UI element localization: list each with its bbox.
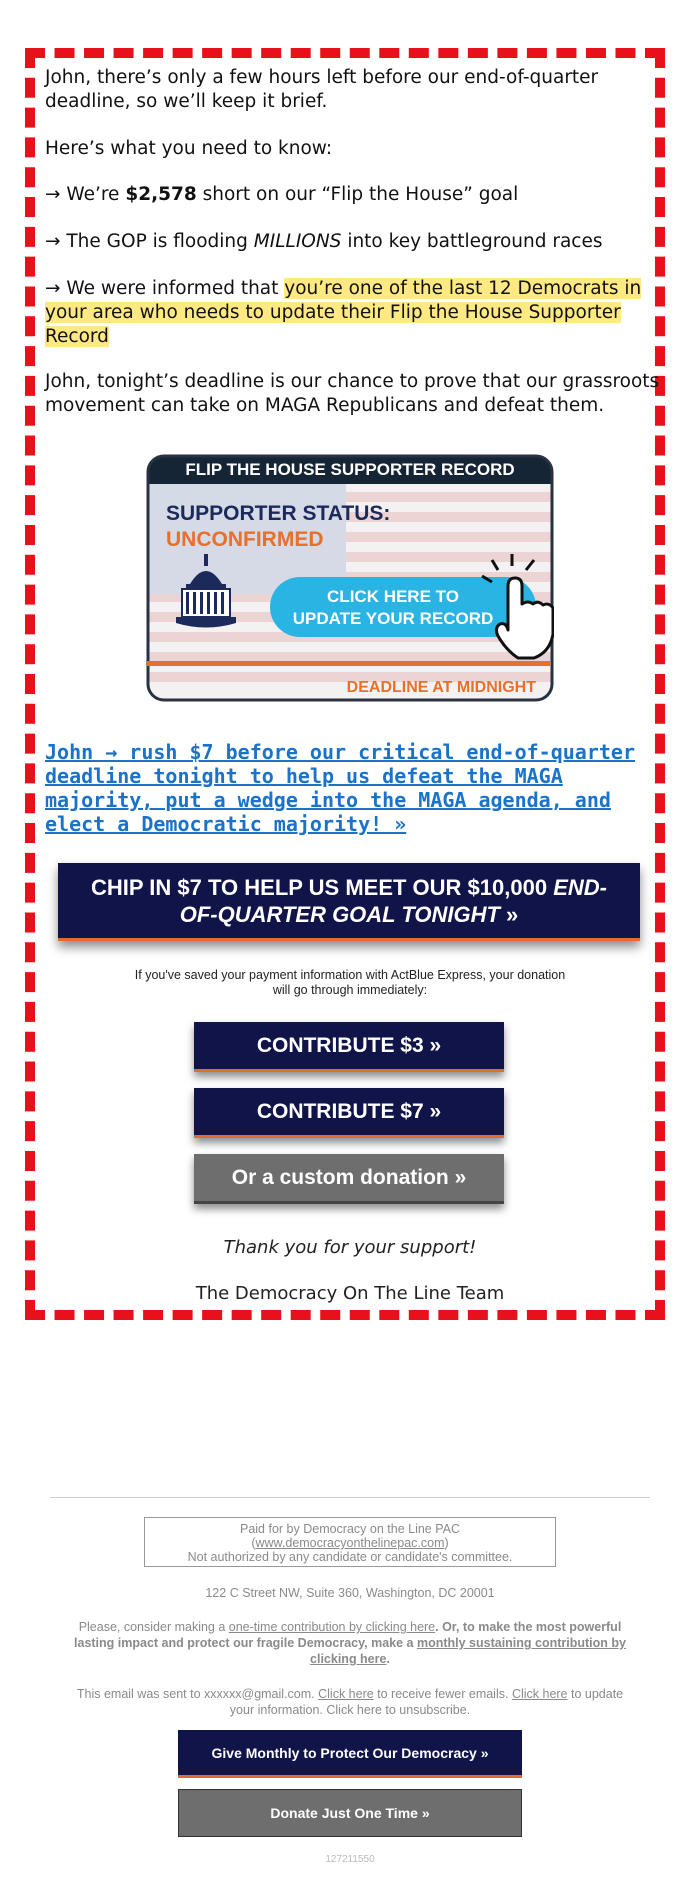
pac-website-link[interactable]: www.democracyonthelinepac.com (255, 1536, 445, 1550)
goal-emphasis: END-OF-QUARTER GOAL TONIGHT (179, 874, 607, 927)
intro-paragraph: John, there’s only a few hours left before our end-of-quarter deadline, so we’ll keep it brief. (45, 67, 599, 112)
bullet-text: → The GOP is flooding (45, 231, 254, 252)
mailing-address: 122 C Street NW, Suite 360, Washington, DC 20001 (205, 1586, 495, 1600)
supporter-record-banner[interactable] (146, 454, 554, 702)
consider-bold-text: . Or, to make the most powerful lasting impact and protect our fragile Democracy, make a (74, 1620, 622, 1650)
consider-text: Please, consider making a (78, 1620, 229, 1634)
donate-one-time-button[interactable]: Donate Just One Time » (178, 1789, 522, 1837)
cta-line-2: UPDATE YOUR RECORD (292, 609, 494, 628)
chip-in-arrow: » (499, 901, 519, 927)
paid-line-2: (www.democracyonthelinepac.com) (251, 1536, 449, 1550)
chip-in-label (78, 874, 620, 928)
paid-line-1: Paid for by Democracy on the Line PAC (239, 1522, 460, 1536)
need-to-know-line: Here’s what you need to know: (45, 138, 333, 159)
millions-emphasis: MILLIONS (253, 231, 342, 252)
consider-end: . (386, 1652, 390, 1666)
sent-text: to update your information. Click here to unsubscribe. (229, 1687, 624, 1717)
bullet-informed (45, 277, 660, 349)
team-signature: The Democracy On The Line Team (195, 1283, 505, 1304)
bullet-short-goal (45, 183, 660, 207)
chip-in-text: CHIP IN $7 TO HELP US MEET OUR $10,000 (91, 874, 554, 900)
bullet-text: → We’re (45, 184, 126, 205)
highlighted-text: you’re one of the last 12 Democrats in your area who needs to update their Flip the House Supporter Record (45, 278, 642, 347)
email-sent-text (70, 1686, 630, 1718)
contribute-3-button[interactable]: CONTRIBUTE $3 » (194, 1022, 504, 1072)
bullet-text: → We were informed that (45, 278, 285, 299)
supporter-status-value: UNCONFIRMED (166, 528, 324, 551)
thank-you-text: Thank you for your support! (223, 1237, 477, 1258)
deadline-paragraph: John, tonight’s deadline is our chance to prove that our grassroots movement can take on MAGA Republicans and defeat them. (45, 371, 660, 416)
consider-contribution-text (70, 1619, 630, 1667)
deadline-text: DEADLINE AT MIDNIGHT (346, 679, 536, 696)
bullet-text: short on our “Flip the House” goal (196, 184, 519, 205)
supporter-status-label: SUPPORTER STATUS: (166, 502, 391, 525)
give-monthly-button[interactable]: Give Monthly to Protect Our Democracy » (178, 1730, 522, 1778)
sent-text: This email was sent to xxxxxx@gmail.com. (76, 1687, 319, 1701)
custom-donation-button[interactable]: Or a custom donation » (194, 1154, 504, 1204)
rush-donation-link[interactable]: John → rush $7 before our critical end-of-quarter deadline tonight to help us defeat the MAGA majority, put a wedge into the MAGA agenda, and elect a Democratic majority! » (45, 740, 636, 836)
email-code: 127211550 (325, 1854, 375, 1865)
paid-for-disclaimer (144, 1517, 556, 1567)
fewer-emails-link[interactable]: Click here (318, 1687, 374, 1701)
shortfall-amount: $2,578 (125, 184, 197, 205)
record-card-header: FLIP THE HOUSE SUPPORTER RECORD (185, 460, 515, 479)
actblue-express-note: If you've saved your payment information with ActBlue Express, your donation will go through immediately: (134, 968, 566, 997)
footer-divider (50, 1497, 650, 1498)
cta-line-1: CLICK HERE TO (327, 587, 459, 606)
update-info-link[interactable]: Click here (511, 1687, 568, 1701)
paid-line-3: Not authorized by any candidate or candidate's committee. (187, 1550, 513, 1564)
bullet-text: into key battleground races (341, 231, 603, 252)
sent-text: to receive fewer emails. (373, 1687, 512, 1701)
bullet-gop-flooding (45, 230, 660, 254)
one-time-contribution-link[interactable]: one-time contribution by clicking here (228, 1620, 436, 1634)
monthly-contribution-link[interactable]: monthly sustaining contribution by clicking here (310, 1636, 626, 1666)
contribute-7-button[interactable]: CONTRIBUTE $7 » (194, 1088, 504, 1138)
chip-in-7-button[interactable] (58, 863, 640, 941)
